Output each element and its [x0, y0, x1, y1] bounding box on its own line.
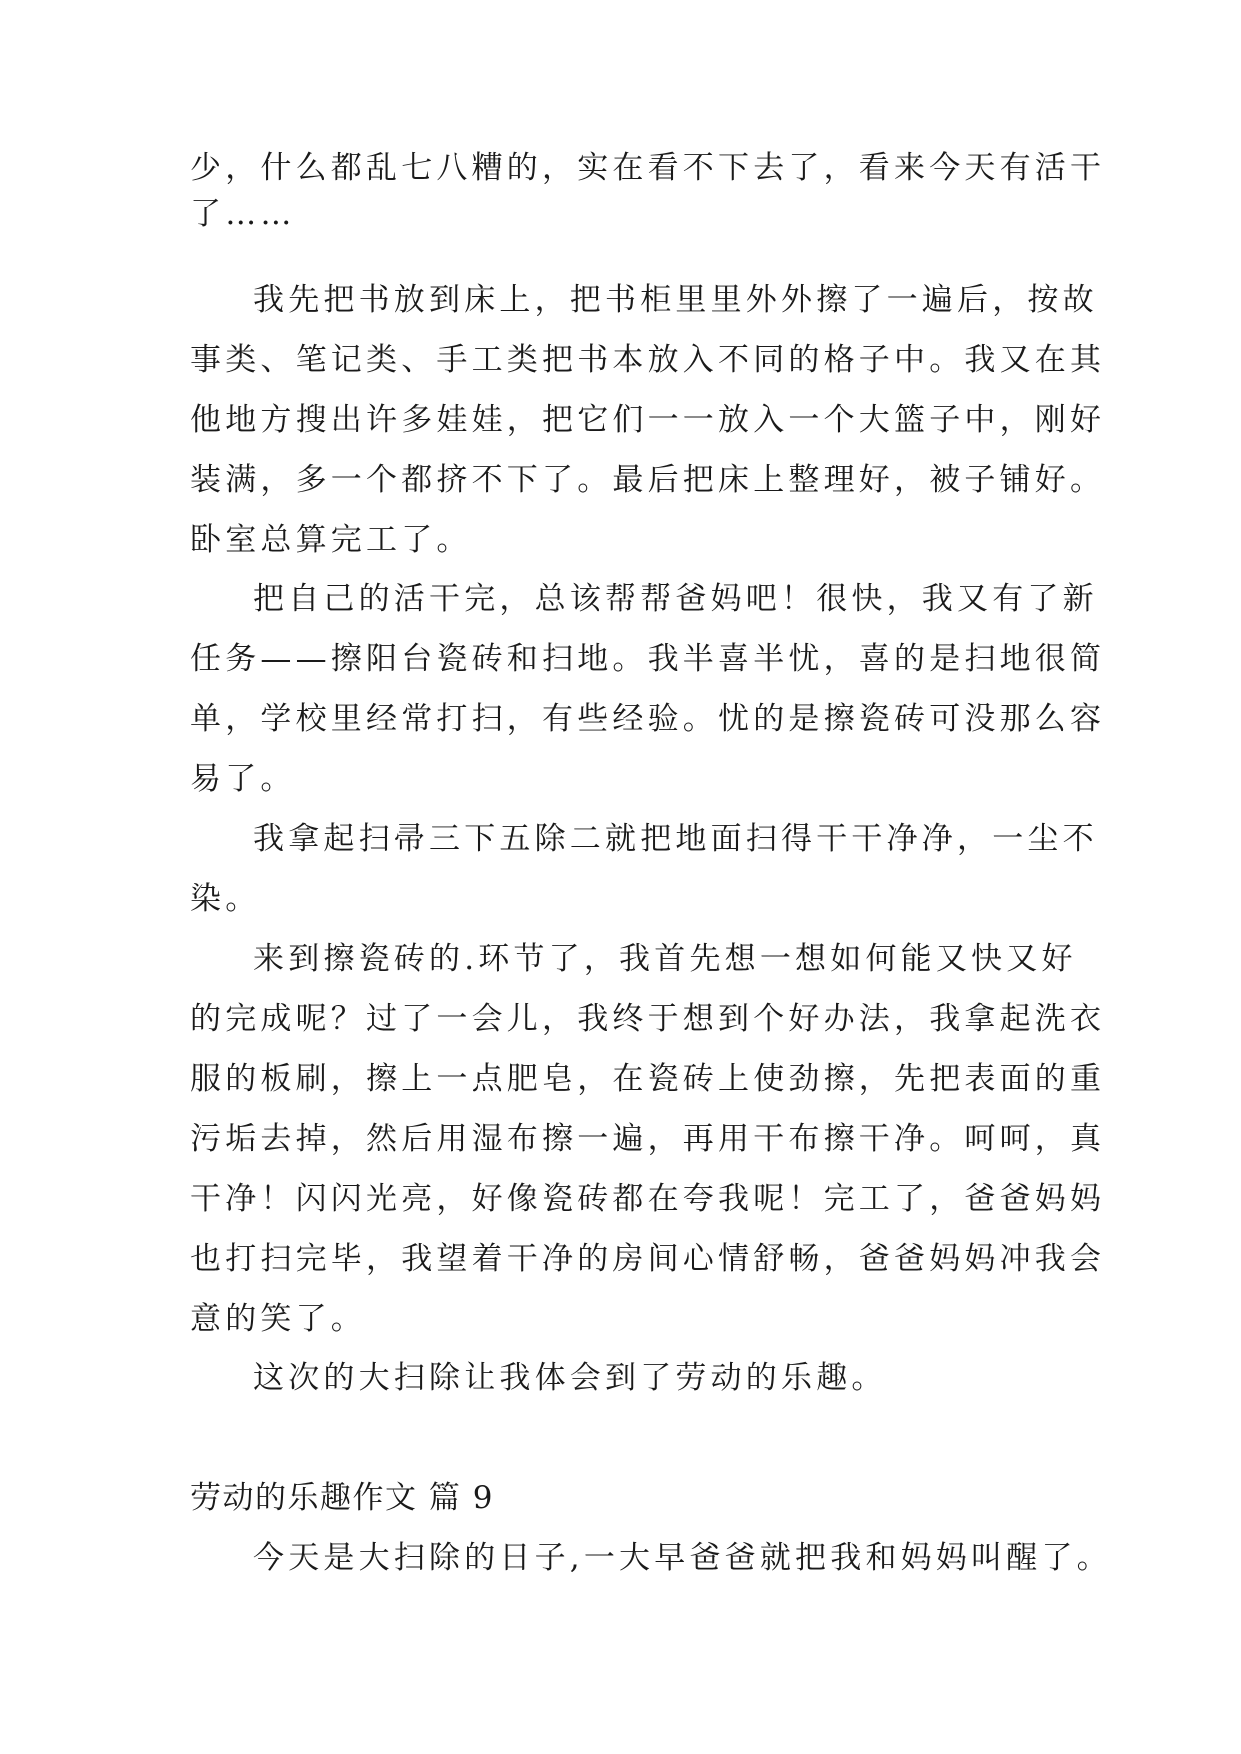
text-line: 服的板刷，擦上一点肥皂，在瓷砖上使劲擦，先把表面的重 — [190, 1061, 1106, 1097]
text-line: 他地方搜出许多娃娃，把它们一一放入一个大篮子中，刚好 — [190, 402, 1106, 438]
text-line: 任务——擦阳台瓷砖和扫地。我半喜半忧，喜的是扫地很简 — [190, 641, 1106, 677]
text-line: 意的笑了。 — [190, 1301, 366, 1337]
section-heading: 劳动的乐趣作文 篇 9 — [190, 1480, 494, 1516]
text-line: 了…… — [190, 196, 296, 232]
text-line: 装满，多一个都挤不下了。最后把床上整理好，被子铺好。 — [190, 462, 1106, 498]
paragraph-first-line: 我先把书放到床上，把书柜里里外外擦了一遍后，按故 — [253, 282, 1098, 318]
paragraph-first-line: 这次的大扫除让我体会到了劳动的乐趣。 — [253, 1360, 887, 1396]
text-line: 干净！闪闪光亮，好像瓷砖都在夸我呢！完工了，爸爸妈妈 — [190, 1181, 1106, 1217]
paragraph-first-line: 来到擦瓷砖的.环节了，我首先想一想如何能又快又好 — [253, 941, 1077, 977]
text-line: 污垢去掉，然后用湿布擦一遍，再用干布擦干净。呵呵，真 — [190, 1121, 1106, 1157]
text-line: 染。 — [190, 881, 261, 917]
text-line: 也打扫完毕，我望着干净的房间心情舒畅，爸爸妈妈冲我会 — [190, 1241, 1106, 1277]
paragraph-first-line: 今天是大扫除的日子,一大早爸爸就把我和妈妈叫醒了。 — [253, 1540, 1112, 1576]
text-line: 事类、笔记类、手工类把书本放入不同的格子中。我又在其 — [190, 342, 1106, 378]
text-line: 的完成呢？过了一会儿，我终于想到个好办法，我拿起洗衣 — [190, 1001, 1106, 1037]
text-line: 卧室总算完工了。 — [190, 522, 472, 558]
text-line: 少，什么都乱七八糟的，实在看不下去了，看来今天有活干 — [190, 150, 1106, 186]
text-line: 易了。 — [190, 761, 296, 797]
paragraph-first-line: 把自己的活干完，总该帮帮爸妈吧！很快，我又有了新 — [253, 581, 1098, 617]
paragraph-first-line: 我拿起扫帚三下五除二就把地面扫得干干净净，一尘不 — [253, 821, 1098, 857]
text-line: 单，学校里经常打扫，有些经验。忧的是擦瓷砖可没那么容 — [190, 701, 1106, 737]
